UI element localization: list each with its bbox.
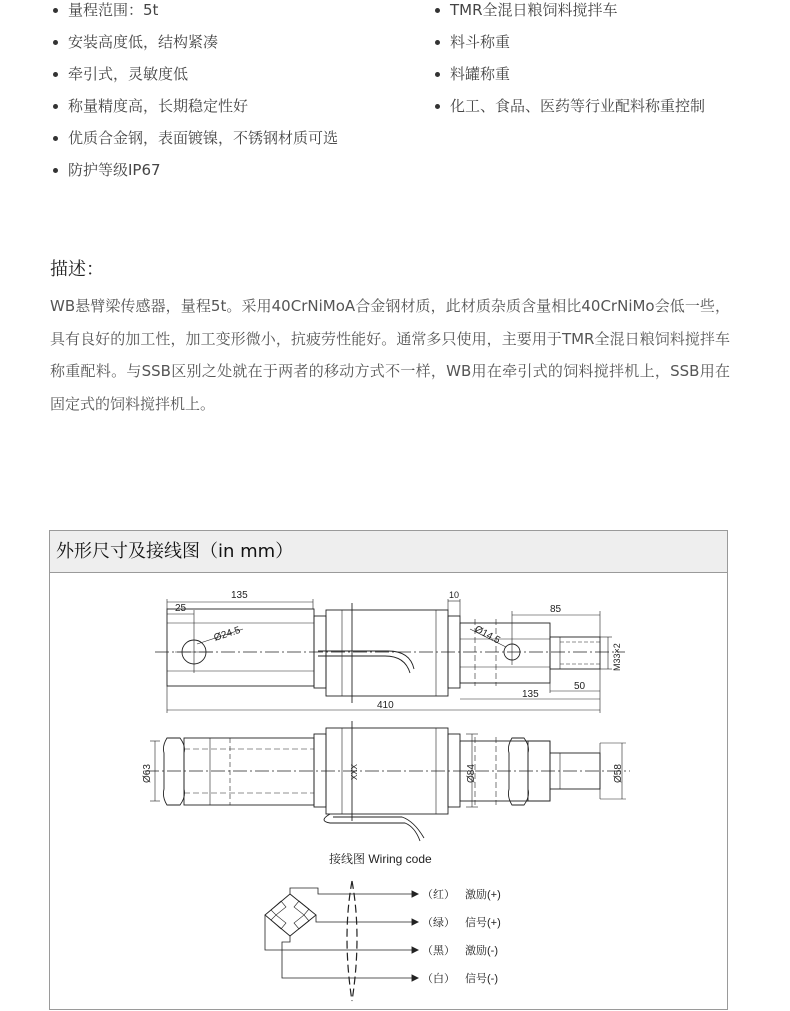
top-view (155, 599, 625, 713)
feature-item: 安装高度低，结构紧凑 (51, 26, 338, 58)
dim-hole-24-5: Ø24.5 (212, 624, 242, 644)
dim-50: 50 (574, 681, 586, 692)
wiring-title: 接线图 Wiring code (329, 852, 432, 866)
dim-dia-58: Ø58 (613, 764, 624, 783)
dim-thread-m33: M33×2 (612, 643, 622, 671)
application-item: TMR全混日粮饲料搅拌车 (433, 0, 705, 26)
feature-item: 优质合金钢，表面镀镍，不锈钢材质可选 (51, 122, 338, 154)
dim-25: 25 (175, 603, 187, 614)
wire-color-4: （白） (422, 973, 455, 985)
description-body: WB悬臂梁传感器，量程5t。采用40CrNiMoA合金钢材质，此材质杂质含量相比40CrNiMo会低一些，具有良好的加工性，加工变形微小，抗疲劳性能好。通常多只使用，主要用于TMR全混日粮饲料搅拌车称重配料。与SSB区别之处就在于两者的移动方式不一样，WB用在牵引式的饲料搅拌机上，SSB用在固定式的饲料搅拌机上。 (50, 297, 730, 414)
dim-85: 85 (550, 604, 562, 615)
serial-marking: XXX (350, 763, 359, 780)
wire-signal-2: 信号(+) (465, 917, 501, 929)
application-item: 料斗称重 (433, 26, 705, 58)
dim-10: 10 (449, 590, 460, 600)
feature-item: 量程范围：5t (51, 0, 338, 26)
panel-title: 外形尺寸及接线图（in mm） (50, 531, 727, 573)
wire-signal-4: 信号(-) (465, 973, 498, 985)
dim-135-top: 135 (231, 590, 248, 601)
dim-dia-84: Ø84 (466, 764, 477, 783)
wire-signal-1: 激励(+) (465, 889, 501, 901)
wire-color-3: （黑） (422, 945, 455, 957)
wire-color-1: （红） (422, 889, 455, 901)
application-item: 料罐称重 (433, 58, 705, 90)
wire-signal-3: 激励(-) (465, 945, 498, 957)
wiring-diagram (265, 881, 418, 1001)
description-heading: 描述： (50, 259, 104, 280)
dim-410: 410 (377, 700, 394, 711)
feature-item: 牵引式，灵敏度低 (51, 58, 338, 90)
dim-dia-63: Ø63 (142, 764, 153, 783)
dim-135-bottom: 135 (522, 689, 539, 700)
wire-color-2: （绿） (422, 917, 455, 929)
dimensions-panel (49, 530, 728, 1010)
dimension-drawing (50, 573, 727, 1011)
side-view (145, 721, 630, 841)
dim-hole-14-5: Ø14.5 (472, 623, 502, 647)
feature-item: 称量精度高，长期稳定性好 (51, 90, 338, 122)
application-item: 化工、食品、医药等行业配料称重控制 (433, 90, 705, 122)
features-left-list (51, 0, 338, 186)
feature-item: 防护等级IP67 (51, 154, 338, 186)
applications-list (433, 0, 705, 122)
